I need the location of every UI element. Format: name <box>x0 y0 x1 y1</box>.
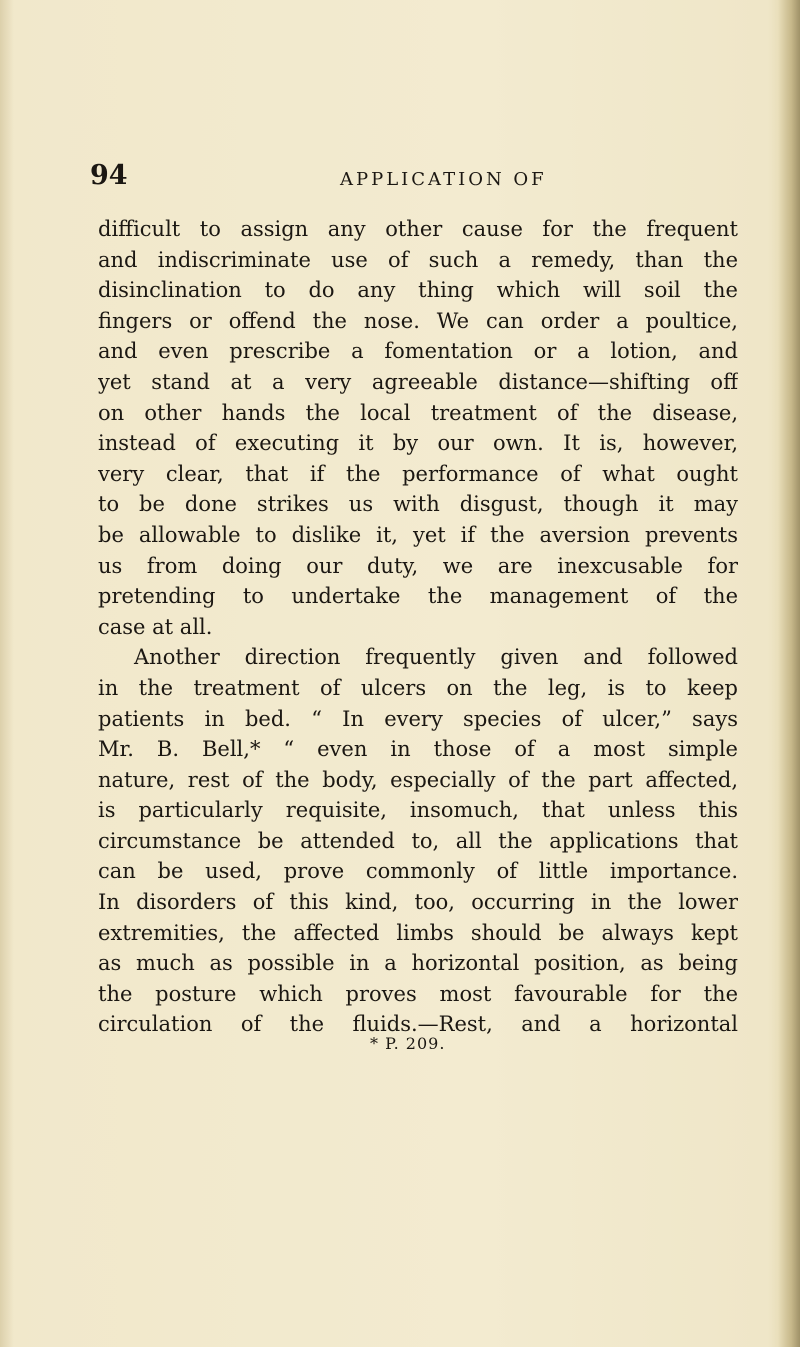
text-line: can be used, prove commonly of little importance. <box>98 859 738 884</box>
text-line: pretending to undertake the management of the <box>98 584 738 609</box>
text-line: extremities, the affected limbs should be always kept <box>98 920 738 945</box>
text-line: and indiscriminate use of such a remedy, than the <box>98 247 738 272</box>
text-line: in the treatment of ulcers on the leg, is to keep <box>98 675 738 700</box>
text-line: on other hands the local treatment of the disease, <box>98 400 738 425</box>
body-text <box>98 214 738 1040</box>
text-line: In disorders of this kind, too, occurring in the lower <box>98 890 738 915</box>
text-line: circumstance be attended to, all the applications that <box>98 828 738 853</box>
text-line: very clear, that if the performance of what ought <box>98 461 738 486</box>
text-line: instead of executing it by our own. It is, however, <box>98 431 738 456</box>
text-line: and even prescribe a fomentation or a lotion, and <box>98 339 738 364</box>
text-line: be allowable to dislike it, yet if the aversion prevents <box>98 522 738 547</box>
running-head: APPLICATION OF <box>340 169 547 190</box>
text-line: nature, rest of the body, especially of the part affected, <box>98 767 738 792</box>
page-number: 94 <box>90 160 128 191</box>
page-header <box>90 160 740 200</box>
text-line: difficult to assign any other cause for the frequent <box>98 217 738 241</box>
footnote: * P. 209. <box>370 1034 446 1053</box>
text-line: patients in bed. “ In every species of ulcer,” says <box>98 706 738 731</box>
text-line: case at all. <box>98 614 213 639</box>
text-line: Mr. B. Bell,* “ even in those of a most simple <box>98 737 738 762</box>
text-line: as much as possible in a horizontal position, as being <box>98 951 738 976</box>
text-line: is particularly requisite, insomuch, that unless this <box>98 798 738 823</box>
page-gutter-shadow <box>0 0 14 1347</box>
text-line: fingers or offend the nose. We can order a poultice, <box>98 308 738 333</box>
text-line: Another direction frequently given and followed <box>134 645 738 670</box>
text-line: circulation of the fluids.—Rest, and a horizontal <box>98 1012 738 1037</box>
page-edge-shadow <box>778 0 800 1347</box>
text-line: the posture which proves most favourable for the <box>98 981 738 1006</box>
text-line: disinclination to do any thing which will soil the <box>98 278 738 303</box>
text-line: to be done strikes us with disgust, though it may <box>98 492 738 517</box>
text-line: yet stand at a very agreeable distance—shifting off <box>98 369 738 394</box>
text-line: us from doing our duty, we are inexcusable for <box>98 553 738 578</box>
